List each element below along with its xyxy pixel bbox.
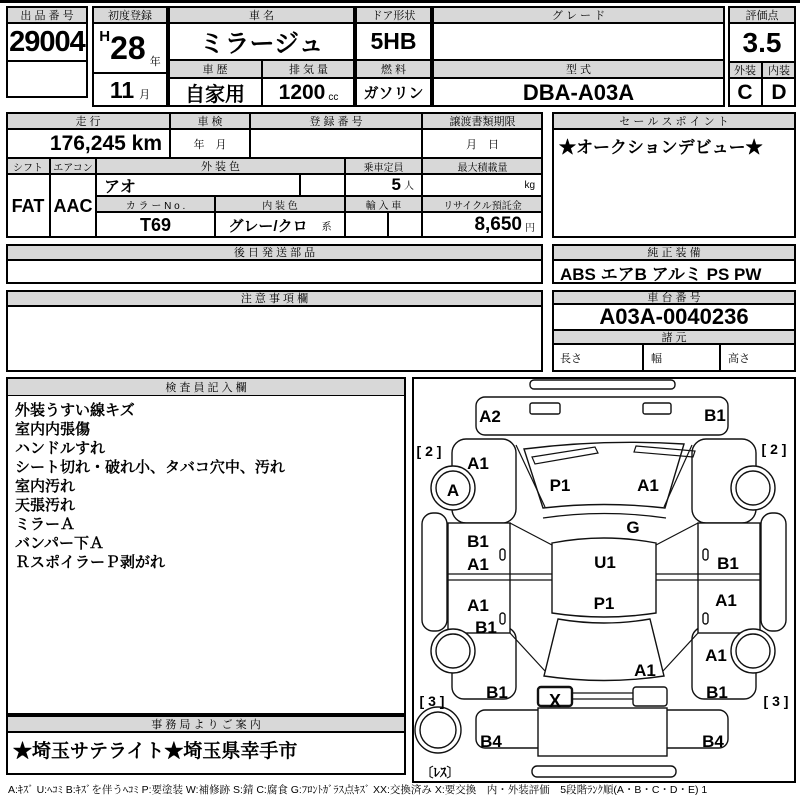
capacity — [345, 174, 422, 196]
registration-number-label: 登 録 番 号 — [250, 112, 422, 129]
score: 3.5 — [728, 23, 796, 62]
inspector-note-line: 室内内張傷 — [15, 421, 91, 438]
damage-mark: A1 — [705, 646, 727, 665]
trunk-lid — [538, 708, 667, 756]
damage-mark: B1 — [486, 683, 508, 702]
fuel: ガソリン — [355, 78, 432, 107]
door-shape: 5HB — [355, 23, 432, 60]
color-number-label: カ ラ ー N o . — [96, 196, 215, 212]
damage-mark: [ 2 ] — [416, 443, 442, 459]
equipment: ABS エアB アルミ PS PW — [552, 260, 796, 284]
inspector-note-line: 天張汚れ — [15, 497, 76, 514]
height-cell: 高さ — [720, 344, 796, 372]
car-name-label: 車 名 — [168, 6, 355, 23]
sales-point: ★オークションデビュー★ — [552, 129, 796, 238]
damage-mark: A1 — [637, 476, 659, 495]
interior-grade: D — [762, 78, 796, 107]
transfer-deadline: 月 日 — [422, 129, 543, 158]
auction-number-label: 出 品 番 号 — [6, 6, 88, 23]
year-suffix: 年 — [149, 56, 161, 68]
shift-value: FAT — [6, 174, 50, 238]
mileage-label: 走 行 — [6, 112, 170, 129]
office-info-label: 事 務 局 よ り ご 案 内 — [6, 715, 406, 732]
damage-mark: B4 — [702, 732, 724, 751]
exterior-grade: C — [728, 78, 762, 107]
damage-mark: [ 3 ] — [419, 693, 445, 709]
front-right-wheel-inner — [736, 471, 770, 505]
damage-mark: B1 — [467, 532, 489, 551]
mileage: 176,245 km — [6, 129, 170, 158]
first-registration-label: 初度登録 — [92, 6, 168, 23]
first-registration-year — [92, 23, 168, 73]
reg-year: 28 — [110, 29, 146, 66]
recycle-amount: 8,650 — [474, 214, 522, 235]
right-rear-door-handle — [703, 613, 708, 624]
recycle-deposit-label: リサイクル預託金 — [422, 196, 543, 212]
windshield — [524, 442, 684, 508]
interior-color-suffix: 系 — [321, 221, 332, 233]
inspector-notes — [6, 396, 406, 715]
payload-value: kg — [422, 174, 543, 196]
hood-panel — [476, 397, 728, 435]
shift-label: シフト — [6, 158, 50, 174]
dimensions-label: 諸 元 — [552, 330, 796, 344]
aircon-value: AAC — [50, 174, 96, 238]
displacement — [262, 78, 355, 107]
length-cell: 長さ — [552, 344, 643, 372]
inspector-note-line: シート切れ・破れ小、タバコ穴中、汚れ — [15, 459, 285, 476]
damage-mark: B1 — [704, 406, 726, 425]
inspector-note-line: 外装うすい線キズ — [15, 402, 135, 419]
office-info: ★埼玉サテライト★埼玉県幸手市 — [6, 732, 406, 775]
damage-mark: A1 — [467, 555, 489, 574]
legend: A:ｷｽﾞ U:ﾍｺﾐ B:ｷｽﾞを伴うﾍｺﾐ P:要塗装 W:補修跡 S:錆 C:腐食 G:ﾌﾛﾝﾄｶﾞﾗｽ点ｷｽﾞ XX:交換済み X:要交換 内・外装評価 5段階ﾗﾝｸ順(A・B・C・D・E) 1 — [8, 784, 708, 796]
car-damage-diagram — [412, 377, 796, 783]
right-headlight — [643, 403, 671, 414]
damage-mark: P1 — [549, 476, 571, 495]
width-cell: 幅 — [643, 344, 720, 372]
grade — [432, 23, 725, 60]
capacity-unit: 人 — [404, 181, 414, 192]
model-code: DBA-A03A — [432, 78, 725, 107]
damage-mark: A1 — [467, 454, 489, 473]
left-rocker-panel — [422, 513, 447, 631]
inspector-note-line: バンパー下Ａ — [15, 535, 104, 552]
model-code-label: 型 式 — [432, 60, 725, 78]
caution-value — [6, 306, 543, 372]
exterior-color-suffix-cell — [300, 174, 345, 196]
later-parts-value — [6, 260, 543, 284]
sales-point-label: セ ー ル ス ポ イ ン ト — [552, 112, 796, 129]
damage-mark: A1 — [634, 661, 656, 680]
displacement-label: 排 気 量 — [262, 60, 355, 78]
interior-color — [215, 212, 345, 238]
import-value-left — [345, 212, 388, 238]
color-number: T69 — [96, 212, 215, 238]
exterior-color-label: 外 装 色 — [96, 158, 345, 174]
car-history: 自家用 — [168, 78, 262, 107]
cowl-line — [543, 514, 666, 519]
capacity-label: 乗車定員 — [345, 158, 422, 174]
aircon-label: エアコン — [50, 158, 96, 174]
chassis-number-label: 車 台 番 号 — [552, 290, 796, 304]
later-parts-label: 後 日 発 送 部 品 — [6, 244, 543, 260]
inspector-note-line: ＲスポイラーＰ剥がれ — [15, 554, 166, 571]
displacement-value: 1200 — [278, 80, 326, 104]
damage-mark: B4 — [480, 732, 502, 751]
car-history-label: 車 歴 — [168, 60, 262, 78]
damage-mark: A2 — [479, 407, 501, 426]
score-label: 評価点 — [728, 6, 796, 23]
exterior-color: アオ — [96, 174, 300, 196]
right-front-door-handle — [703, 549, 708, 560]
auction-number: 29004 — [6, 23, 88, 61]
right-rocker-panel — [761, 513, 786, 631]
left-headlight — [530, 403, 560, 414]
inspector-note-line: 室内汚れ — [15, 478, 76, 495]
grade-label: グ レ ー ド — [432, 6, 725, 23]
damage-mark: A1 — [467, 596, 489, 615]
shaken-label: 車 検 — [170, 112, 250, 129]
damage-mark: P1 — [593, 594, 615, 613]
recycle-unit: 円 — [525, 223, 535, 234]
shaken-value: 年 月 — [170, 129, 250, 158]
first-registration-month — [92, 73, 168, 107]
damage-mark: [ 3 ] — [763, 693, 789, 709]
interior-color-label: 内 装 色 — [215, 196, 345, 212]
payload-label: 最大積載量 — [422, 158, 543, 174]
inspector-notes-label: 検 査 員 記 入 欄 — [6, 377, 406, 396]
inspector-note-line: ミラーＡ — [15, 516, 76, 533]
car-name: ミラージュ — [168, 23, 355, 60]
caution-label: 注 意 事 項 欄 — [6, 290, 543, 306]
auction-number-empty-cell — [6, 61, 88, 98]
damage-mark: B1 — [717, 554, 739, 573]
door-shape-label: ドア形状 — [355, 6, 432, 23]
spare-tire-inner — [420, 712, 456, 748]
sheet-top-border — [0, 0, 800, 3]
exterior-label: 外装 — [728, 62, 762, 78]
damage-mark: G — [626, 518, 640, 537]
damage-mark: U1 — [594, 553, 616, 572]
rear-right-wheel-inner — [736, 634, 770, 668]
era-letter: H — [99, 28, 111, 45]
left-rear-door-handle — [500, 613, 505, 624]
damage-mark: B1 — [475, 618, 497, 637]
fuel-label: 燃 料 — [355, 60, 432, 78]
right-taillight — [633, 687, 667, 706]
reg-month: 11 — [109, 76, 135, 103]
rear-lower-strip — [532, 766, 676, 777]
damage-mark: B1 — [706, 683, 728, 702]
damage-mark: A1 — [715, 591, 737, 610]
damage-mark: 〔ﾚｽ〕 — [420, 765, 460, 780]
chassis-number: A03A-0040236 — [552, 304, 796, 330]
import-label: 輸 入 車 — [345, 196, 422, 212]
displacement-unit: cc — [328, 92, 339, 103]
interior-color-value: グレー/クロ — [228, 217, 308, 235]
month-suffix: 月 — [139, 89, 151, 101]
equipment-label: 純 正 装 備 — [552, 244, 796, 260]
import-value-right — [388, 212, 422, 238]
damage-mark: X — [548, 691, 562, 711]
registration-number — [250, 129, 422, 158]
front-bumper-strip — [530, 380, 675, 389]
recycle-deposit — [422, 212, 543, 238]
capacity-value: 5 — [391, 175, 401, 194]
left-front-door-handle — [500, 549, 505, 560]
damage-mark: [ 2 ] — [761, 441, 787, 457]
damage-mark: A — [446, 481, 460, 500]
inspector-note-line: ハンドルすれ — [15, 440, 106, 457]
interior-label: 内装 — [762, 62, 796, 78]
rear-left-wheel-inner — [436, 634, 470, 668]
transfer-deadline-label: 譲渡書類期限 — [422, 112, 543, 129]
